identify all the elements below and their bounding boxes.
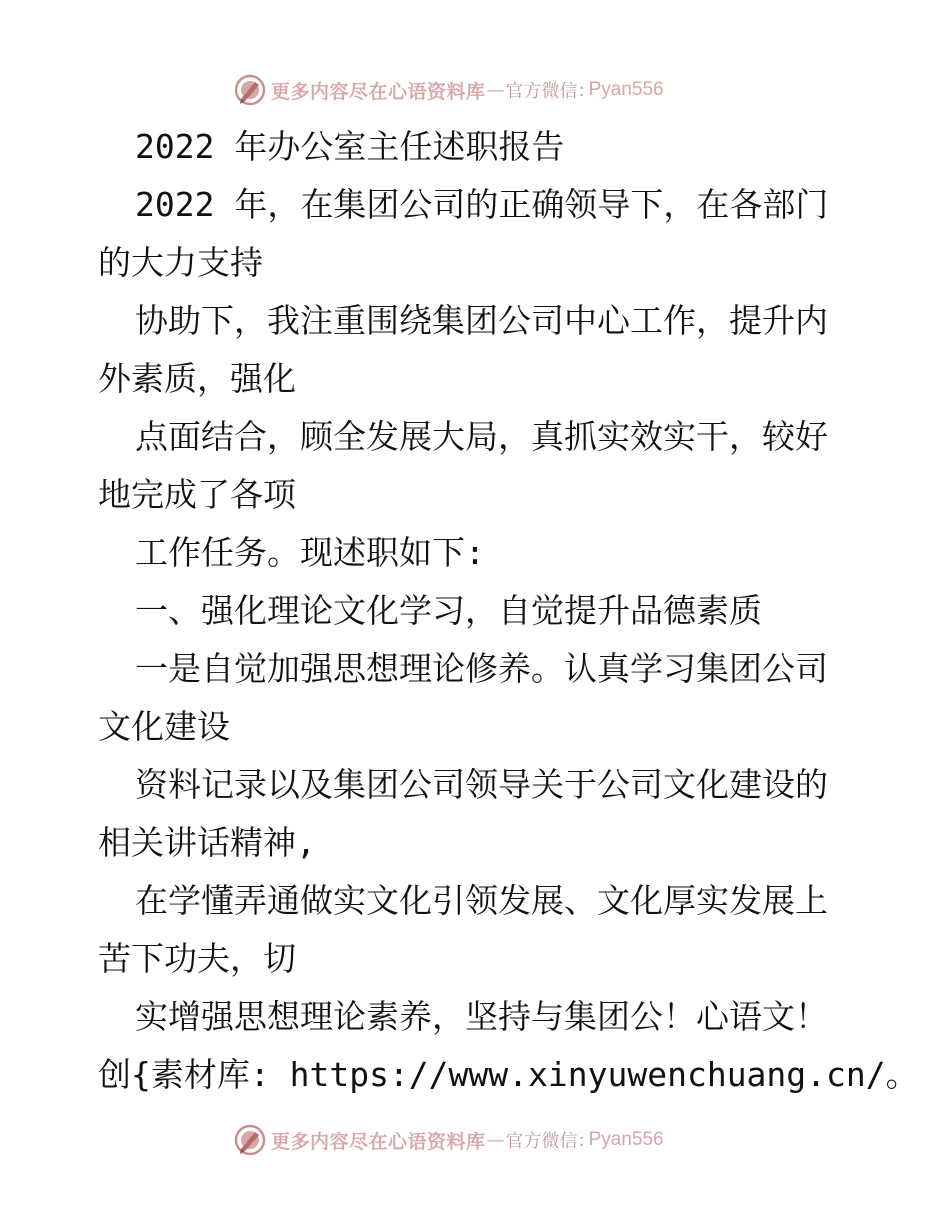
- watermark-slogan: 更多内容尽在心语资料库: [271, 80, 486, 103]
- text-line: 苦下功夫，切: [98, 939, 296, 978]
- text-line: 工作任务。现述职如下:: [135, 533, 485, 572]
- text-line: 在学懂弄通做实文化引领发展、文化厚实发展上: [135, 881, 828, 920]
- text-line: 一是自觉加强思想理论修养。认真学习集团公司: [135, 649, 828, 688]
- watermark-wechat-label: 官方微信: [505, 81, 578, 102]
- watermark-slogan: 更多内容尽在心语资料库: [271, 1130, 486, 1153]
- text-line: 2022 年，在集团公司的正确领导下，在各部门: [135, 185, 829, 224]
- text-line: 资料记录以及集团公司领导关于公司文化建设的: [135, 765, 828, 804]
- document-body: [98, 118, 919, 1104]
- text-line: 文化建设: [98, 707, 230, 746]
- text-line: 点面结合，顾全发展大局，真抓实效实干，较好: [135, 417, 828, 456]
- text-line: 相关讲话精神,: [98, 823, 316, 862]
- watermark-wechat-id: Pyan556: [588, 1129, 664, 1150]
- text-line: 创{素材库: https://www.xinyuwenchuang.cn/。: [98, 1055, 919, 1094]
- text-line: 实增强思想理论素养，坚持与集团公！心语文！: [135, 997, 828, 1036]
- text-line: 外素质，强化: [98, 359, 296, 398]
- section-heading: 一、强化理论文化学习，自觉提升品德素质: [135, 591, 762, 630]
- pen-logo-icon: [233, 73, 267, 107]
- watermark-colon: :: [578, 1129, 585, 1151]
- watermark-dash: —: [486, 79, 505, 101]
- watermark-wechat-label: 官方微信: [505, 1131, 578, 1152]
- document-title: 2022 年办公室主任述职报告: [135, 127, 565, 166]
- watermark-dash: —: [486, 1129, 505, 1151]
- pen-logo-icon: [233, 1123, 267, 1157]
- text-line: 地完成了各项: [98, 475, 296, 514]
- footer-watermark-banner: [233, 1120, 753, 1160]
- text-line: 的大力支持: [98, 243, 263, 282]
- watermark-colon: :: [578, 79, 585, 101]
- header-watermark-banner: [233, 70, 753, 110]
- text-line: 协助下，我注重围绕集团公司中心工作，提升内: [135, 301, 828, 340]
- watermark-wechat-id: Pyan556: [588, 79, 664, 100]
